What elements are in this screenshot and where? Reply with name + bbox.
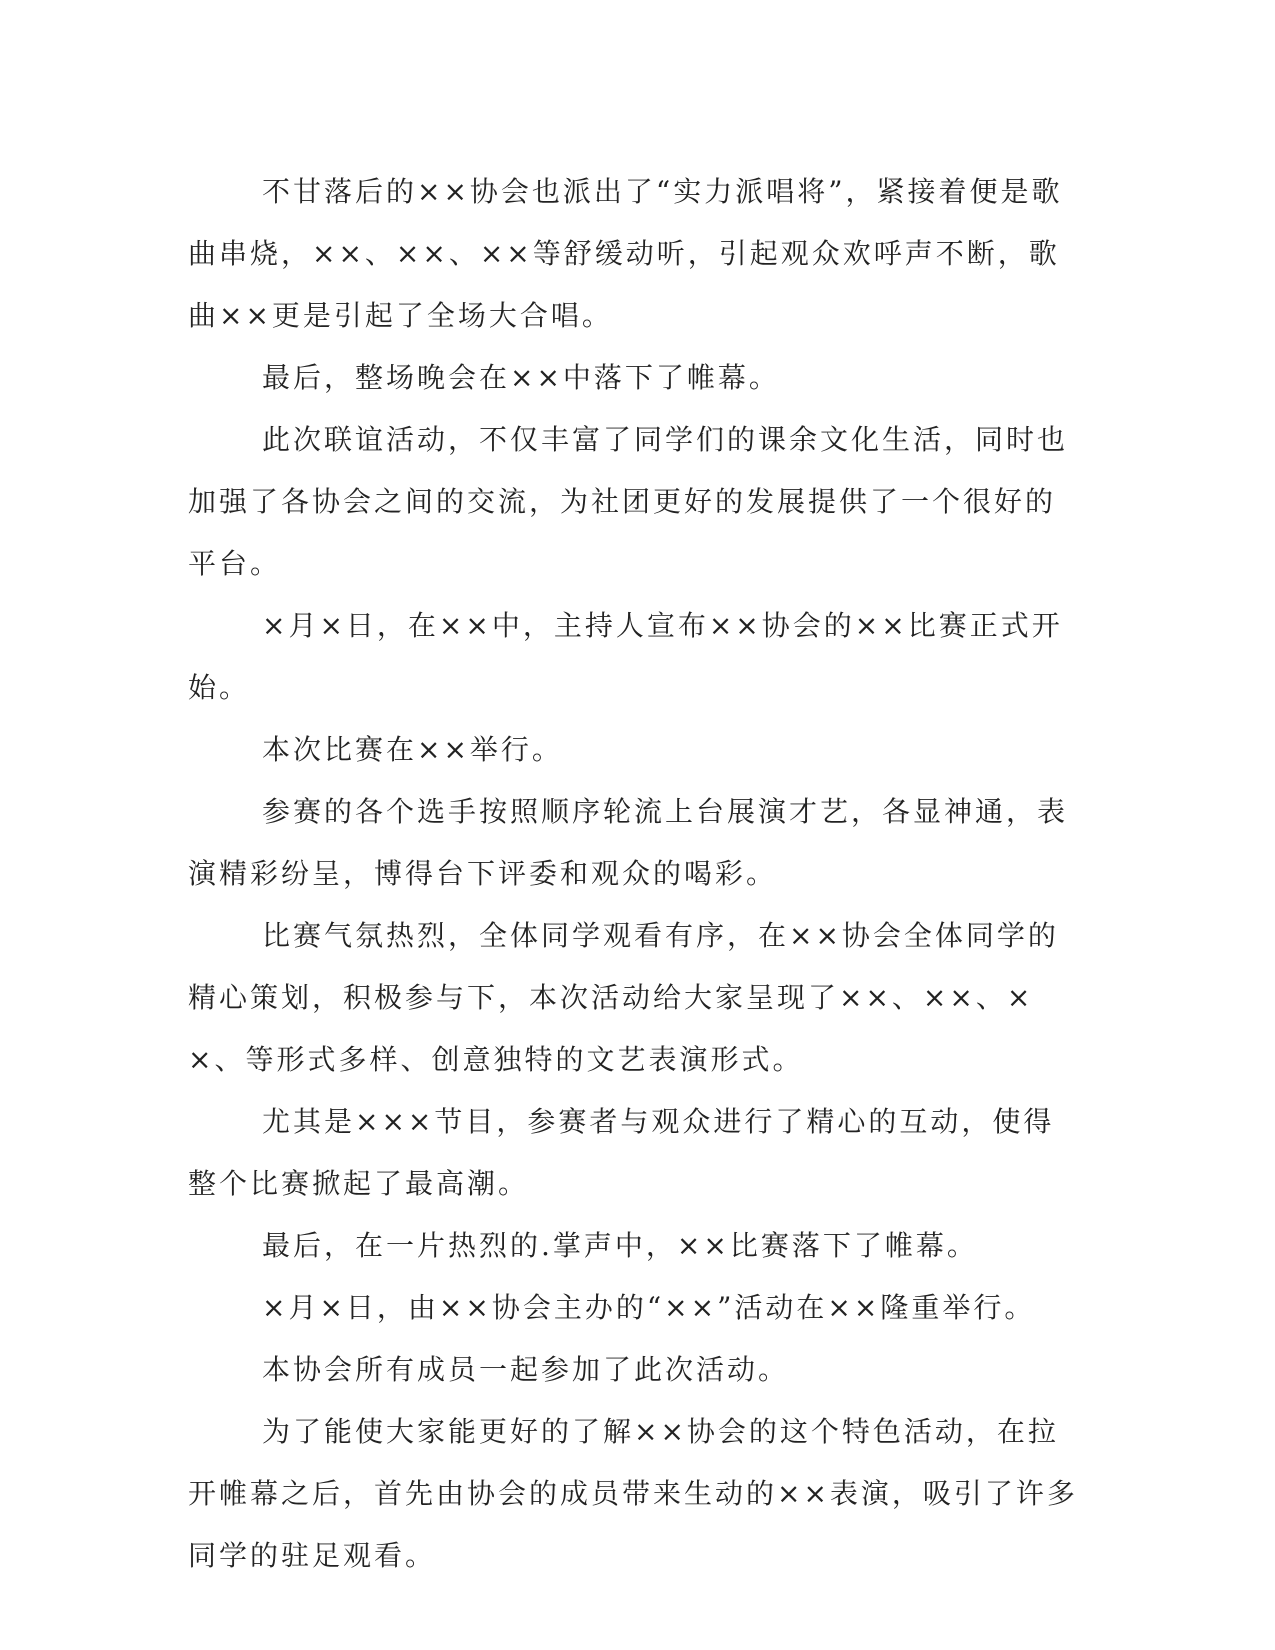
paragraph-1: 不甘落后的××协会也派出了“实力派唱将”，紧接着便是歌曲串烧，××、××、××等舒缓动听，引起观众欢呼声不断，歌曲××更是引起了全场大合唱。 — [188, 175, 1063, 332]
paragraph-9: 最后，在一片热烈的.掌声中，××比赛落下了帷幕。 — [262, 1229, 978, 1262]
paragraph-12: 为了能使大家能更好的了解××协会的这个特色活动，在拉开帷幕之后，首先由协会的成员带来生动的××表演，吸引了许多同学的驻足观看。 — [188, 1415, 1078, 1572]
paragraph-11: 本协会所有成员一起参加了此次活动。 — [262, 1353, 790, 1386]
paragraph-4: ×月×日，在××中，主持人宣布××协会的××比赛正式开始。 — [188, 609, 1063, 704]
paragraph-7: 比赛气氛热烈，全体同学观看有序，在××协会全体同学的精心策划，积极参与下，本次活动给大家呈现了××、××、××、等形式多样、创意独特的文艺表演形式。 — [188, 919, 1059, 1076]
document-body — [188, 161, 1084, 1587]
paragraph-6: 参赛的各个选手按照顺序轮流上台展演才艺，各显神通，表演精彩纷呈，博得台下评委和观众的喝彩。 — [188, 795, 1069, 890]
paragraph-5: 本次比赛在××举行。 — [262, 733, 563, 766]
paragraph-2: 最后，整场晚会在××中落下了帷幕。 — [262, 361, 780, 394]
paragraph-8: 尤其是×××节目，参赛者与观众进行了精心的互动，使得整个比赛掀起了最高潮。 — [188, 1105, 1055, 1200]
paragraph-3: 此次联谊活动，不仅丰富了同学们的课余文化生活，同时也加强了各协会之间的交流，为社团更好的发展提供了一个很好的平台。 — [188, 423, 1069, 580]
paragraph-10: ×月×日，由××协会主办的“××”活动在××隆重举行。 — [262, 1291, 1036, 1324]
